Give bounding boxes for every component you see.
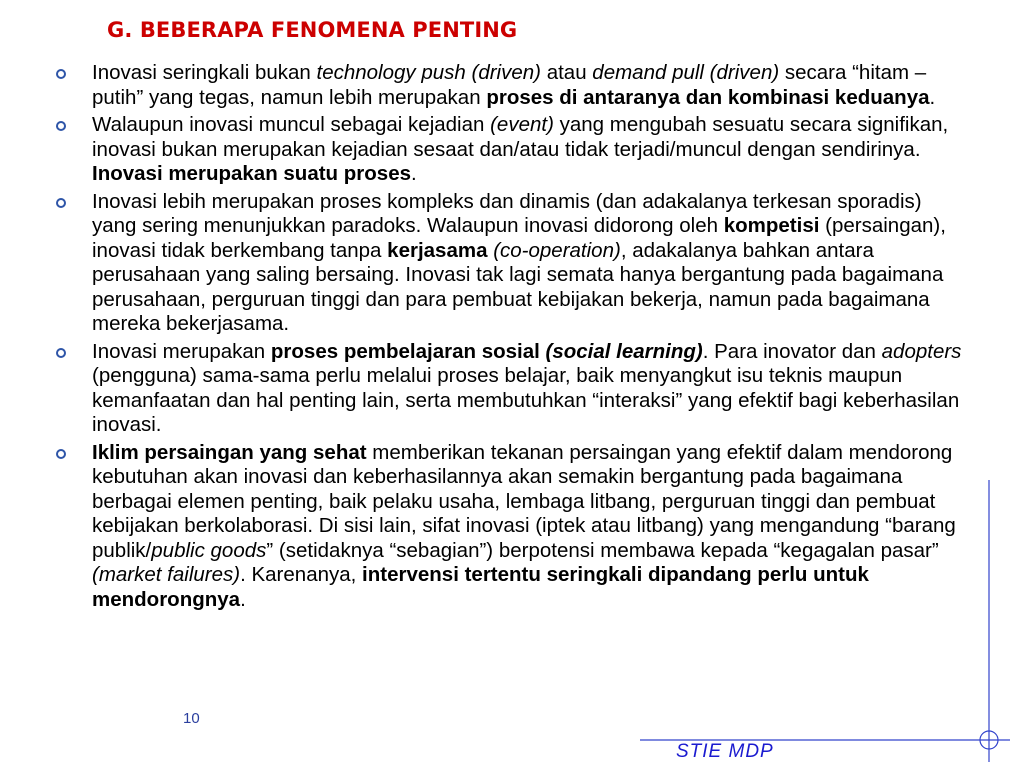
bullet-text-segment: (persaingan), inovasi tidak berkembang tanpa [92,214,946,262]
bullet-text-segment: memberikan tekanan persaingan yang efektif dalam mendorong kebutuhan akan inovasi dan keberhasilannya akan semakin bergantung pada bagaimana berbagai elemen penting, baik pelaku usaha, lembaga litbang, perguruan tinggi dan pembuat kebijakan berkolaborasi. Di sisi lain, sifat inovasi (iptek atau litbang) yang mengandung “barang publik/ [92,440,956,562]
bullet-text-segment: (event) [490,113,554,136]
bullet-text-segment: proses pembelajaran sosial [270,339,546,363]
bullet-text-segment: (social learning) [545,339,703,363]
bullet-text-segment: (pengguna) sama-sama perlu melalui proses belajar, baik menyangkut isu teknis maupun kemanfaatan dan hal penting lain, serta membutuhkan “interaksi” yang efektif bagi keberhasilan inovasi. [92,364,960,436]
bullet-text-segment: (co-operation) [493,238,621,262]
bullet-text-segment: (market failures) [92,563,241,586]
bullet-text-segment: public goods [151,538,267,562]
bullet-text-segment: Inovasi lebih merupakan proses kompleks dan dinamis (dan adakalanya terkesan sporadis) yang sering menunjukkan paradoks. Walaupun inovasi didorong oleh [92,189,922,237]
bullet-text-segment: Walaupun inovasi muncul sebagai kejadian [92,113,491,136]
page-number: 10 [183,710,200,727]
bullet-text-segment: technology push (driven) [316,61,541,84]
bullet-text-segment: Inovasi seringkali bukan [92,61,317,84]
bullet-text-segment: . [240,587,246,611]
bullet-text-segment: atau [541,61,593,84]
bullet-text-segment: demand pull (driven) [592,61,780,84]
bullet-text-segment: . Karenanya, [240,563,363,586]
bullet-text-segment: proses di antaranya dan kombinasi keduanya [486,85,930,109]
bullet-text-segment: Iklim persaingan yang sehat [92,440,367,464]
bullet-text-segment: secara “hitam – putih” yang tegas, namun lebih merupakan [92,61,927,109]
bullet-text-segment: Inovasi merupakan suatu proses [92,162,412,185]
bullet-text-segment: kerjasama [387,238,488,262]
bullet-text-segment: ” (setidaknya “sebagian”) berpotensi membawa kepada “kegagalan pasar” [266,538,939,562]
bullet-text-segment: yang mengubah sesuatu secara signifikan, inovasi bukan merupakan kejadian sesaat dan/atau tidak terjadi/muncul dengan sendirinya. [92,113,949,161]
bullet-text-segment: Inovasi merupakan [92,339,271,363]
slide-title: G. BEBERAPA FENOMENA PENTING [107,18,518,42]
bullet-text-segment: intervensi tertentu seringkali dipandang perlu untuk mendorongnya [92,563,869,611]
bullet-text-segment: adopters [881,339,962,363]
bullet-text-segment: kompetisi [723,214,820,237]
bullet-text-segment: . [929,85,936,109]
bullet-text-segment: . Para inovator dan [702,339,882,363]
bullet-text-segment: . [411,162,417,185]
footer-institution: STIE MDP [676,741,774,762]
bullet-text-segment: , adakalanya bahkan antara perusahaan yang saling bersaing. Inovasi tak lagi semata hanya bergantung pada bagaimana perusahaan, perguruan tinggi dan para pembuat kebijakan bekerja, namun pada bagaimana mereka bekerjasama. [92,238,944,335]
